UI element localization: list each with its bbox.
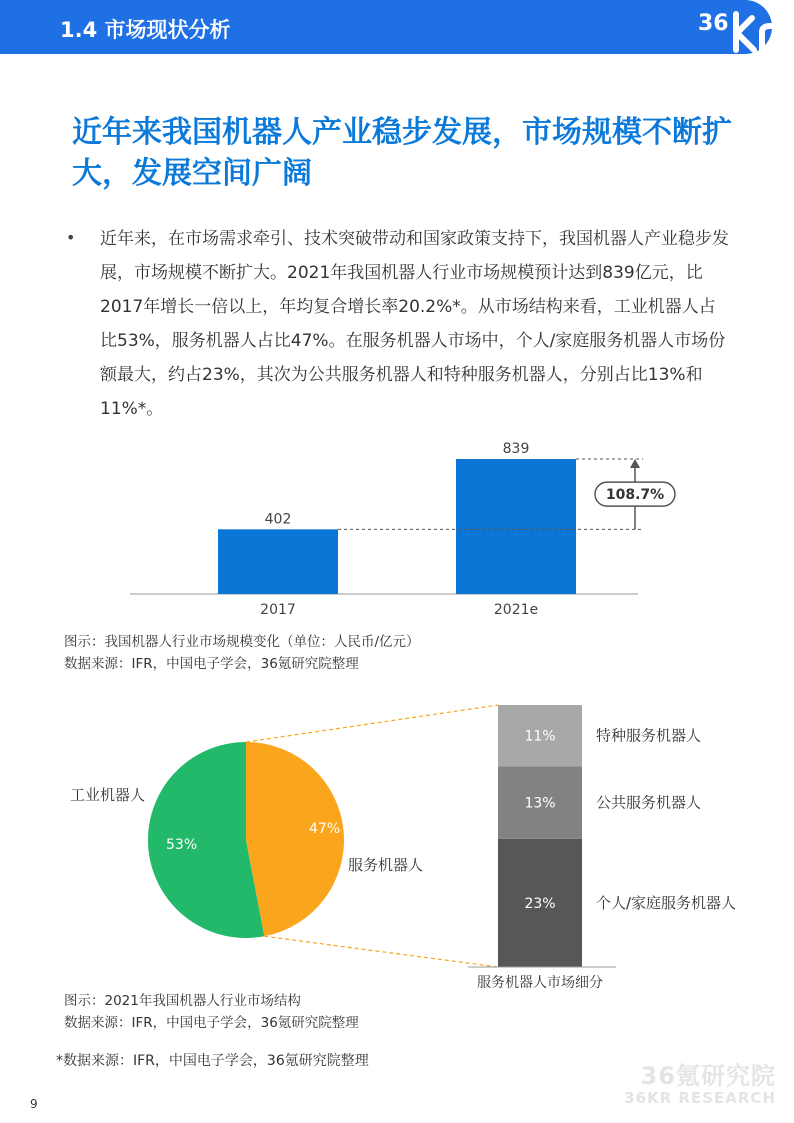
bar-value-label: 839 xyxy=(502,441,530,457)
stack-value-label: 11% xyxy=(524,728,556,745)
pie-value-label: 47% xyxy=(309,821,341,837)
watermark-cn: 36氪研究院 xyxy=(640,1062,776,1090)
pie-category-label: 服务机器人 xyxy=(348,856,424,874)
watermark-en: 36KR RESEARCH xyxy=(624,1089,776,1107)
body-paragraph: 近年来，在市场需求牵引、技术突破带动和国家政策支持下，我国机器人产业稳步发展，市场规模不断扩大。2021年我国机器人行业市场规模预计达到839亿元，比2017年增长一倍以上，年均复合增长率20.2%*。从市场结构来看，工业机器人占比53%，服务机器人占比47%。在服务机器人市场中，个人/家庭服务机器人市场份额最大，约占23%，其次为公共服务机器人和特种服务机器人，分别占比13%和11%*。 xyxy=(100,229,729,419)
bar-value-label: 402 xyxy=(264,511,292,528)
chart1-source: 数据来源：IFR，中国电子学会，36氪研究院整理 xyxy=(64,656,359,672)
logo-36kr xyxy=(668,0,788,54)
section-title: 1.4 市场现状分析 xyxy=(60,18,231,42)
stack-category-label: 公共服务机器人 xyxy=(596,793,702,812)
market-structure-chart xyxy=(0,695,794,995)
pie-category-label: 工业机器人 xyxy=(70,786,146,804)
chart1-caption xyxy=(64,631,420,675)
logo-36-text: 36 xyxy=(698,11,729,36)
stack-category-label: 特种服务机器人 xyxy=(596,726,702,745)
chart2-source: 数据来源：IFR，中国电子学会，36氪研究院整理 xyxy=(64,1015,359,1031)
chart2-title: 图示：2021年我国机器人行业市场结构 xyxy=(64,993,301,1009)
logo-r-shape xyxy=(762,26,776,50)
connector-line-top xyxy=(246,705,498,742)
connector-line-bottom xyxy=(264,936,498,967)
pie-slice xyxy=(246,742,344,936)
chart1-title: 图示：我国机器人行业市场规模变化（单位：人民币/亿元） xyxy=(64,634,420,650)
x-tick-label: 2017 xyxy=(260,602,296,618)
page-number: 9 xyxy=(30,1097,38,1111)
logo-k-shape xyxy=(736,14,754,50)
stack-axis-label: 服务机器人市场细分 xyxy=(477,975,603,991)
bar-2017 xyxy=(218,529,338,594)
chart2-caption xyxy=(64,990,359,1034)
growth-annotation-text: 108.7% xyxy=(605,487,665,504)
stack-value-label: 13% xyxy=(524,795,556,812)
footnote: *数据来源：IFR，中国电子学会，36氪研究院整理 xyxy=(56,1053,369,1069)
stack-value-label: 23% xyxy=(524,895,556,912)
watermark xyxy=(624,1056,776,1107)
bullet-dot: • xyxy=(66,228,76,247)
x-tick-label: 2021e xyxy=(493,602,539,618)
pie-value-label: 53% xyxy=(166,837,198,853)
arrow-up-icon xyxy=(630,459,640,468)
bar-2021e xyxy=(456,459,576,594)
stack-category-label: 个人/家庭服务机器人 xyxy=(596,893,737,912)
page-headline: 近年来我国机器人产业稳步发展，市场规模不断扩大，发展空间广阔 xyxy=(72,115,732,191)
market-size-bar-chart xyxy=(120,435,680,625)
